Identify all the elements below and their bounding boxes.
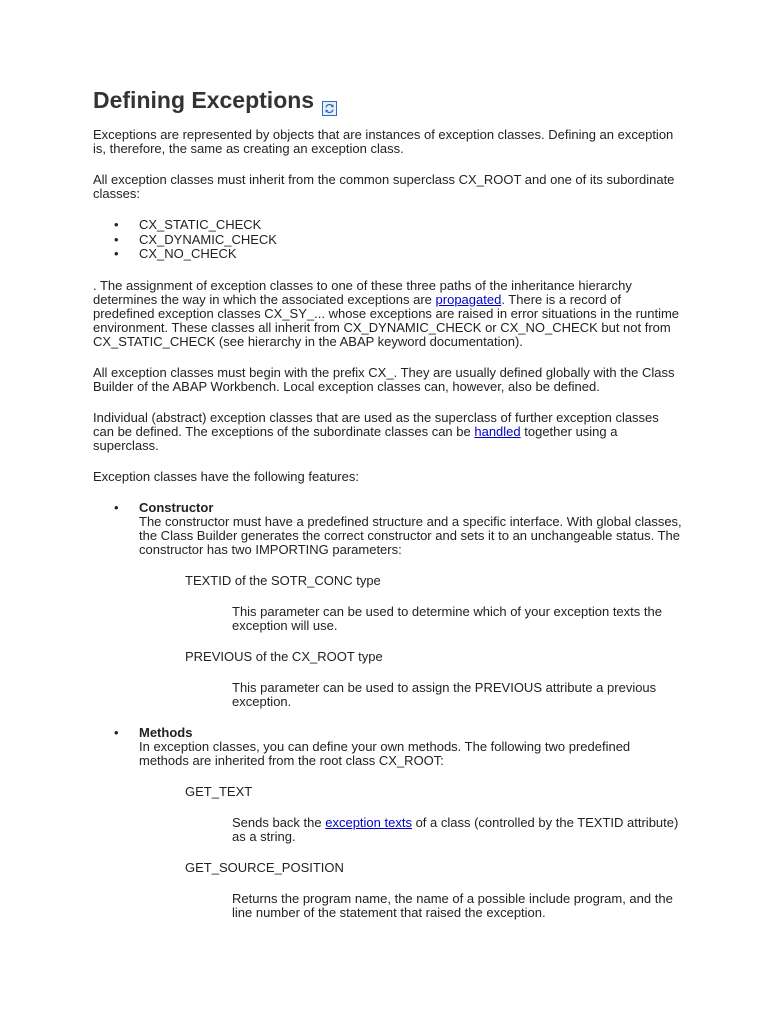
page-title bbox=[93, 86, 683, 114]
subclass-list bbox=[93, 218, 683, 262]
page-title-text: Defining Exceptions bbox=[93, 87, 315, 113]
method-desc-text-1: Sends back the bbox=[232, 814, 326, 830]
list-item: • CX_DYNAMIC_CHECK bbox=[93, 233, 683, 248]
features-intro: Exception classes have the following features: bbox=[93, 468, 359, 484]
sync-icon[interactable] bbox=[322, 94, 337, 109]
list-item: • CX_NO_CHECK bbox=[93, 247, 683, 262]
feature-constructor bbox=[93, 501, 683, 709]
propagated-link[interactable]: propagated bbox=[435, 291, 502, 307]
assignment-text-1: . The assignment of exception classes to one of these three paths of the inheritance hierarchy determines the way in which the associated exceptions are bbox=[93, 277, 632, 307]
method-name: GET_SOURCE_POSITION bbox=[185, 859, 344, 875]
abstract-paragraph bbox=[93, 411, 683, 453]
param-name: TEXTID of the SOTR_CONC type bbox=[185, 572, 381, 588]
assignment-text-2: . There is a record of predefined exception classes CX_SY_... whose exceptions are raised in error situations in the runtime environment. These classes all inherit from CX_DYNAMIC_CHECK or CX_NO_CHECK but not from CX_STATIC_CHECK (see hierarchy in the ABAP keyword documentation). bbox=[93, 291, 680, 349]
document-page bbox=[93, 86, 683, 937]
param-description: This parameter can be used to assign the PREVIOUS attribute a previous exception. bbox=[232, 679, 657, 709]
feature-text: The constructor must have a predefined structure and a specific interface. With global classes, the Class Builder generates the correct constructor and sets it to an unchangeable status. The constructor has two IMPORTING parameters: bbox=[139, 513, 682, 557]
method-desc-text-2: of a class (controlled by the TEXTID attribute) as a string. bbox=[232, 814, 679, 844]
abstract-text-2: together using a superclass. bbox=[93, 423, 618, 453]
param-name: PREVIOUS of the CX_ROOT type bbox=[185, 648, 383, 664]
method-name: GET_TEXT bbox=[185, 783, 253, 799]
exception-texts-link[interactable]: exception texts bbox=[325, 814, 412, 830]
handled-link[interactable]: handled bbox=[474, 423, 521, 439]
intro-paragraph-2: All exception classes must inherit from the common superclass CX_ROOT and one of its subordinate classes: bbox=[93, 172, 675, 201]
intro-paragraph-1: Exceptions are represented by objects that are instances of exception classes. Defining an exception is, therefore, the same as creating an exception class. bbox=[93, 127, 674, 156]
feature-title: • Constructor bbox=[139, 499, 214, 515]
method-description bbox=[232, 816, 683, 844]
feature-methods bbox=[93, 726, 683, 920]
assignment-paragraph bbox=[93, 279, 683, 349]
param-description: This parameter can be used to determine which of your exception texts the exception will use. bbox=[232, 603, 662, 633]
list-item: • CX_STATIC_CHECK bbox=[93, 218, 683, 233]
feature-text: In exception classes, you can define your own methods. The following two predefined methods are inherited from the root class CX_ROOT: bbox=[139, 738, 631, 768]
abstract-text-1: Individual (abstract) exception classes that are used as the superclass of further exception classes can be defined. The exceptions of the subordinate classes can be bbox=[93, 409, 659, 439]
prefix-paragraph: All exception classes must begin with the prefix CX_. They are usually defined globally with the Class Builder of the ABAP Workbench. Local exception classes can, however, also be defined. bbox=[93, 364, 675, 394]
feature-title: • Methods bbox=[139, 724, 193, 740]
features-list bbox=[93, 501, 683, 920]
method-description: Returns the program name, the name of a possible include program, and the line number of the statement that raised the exception. bbox=[232, 890, 673, 920]
